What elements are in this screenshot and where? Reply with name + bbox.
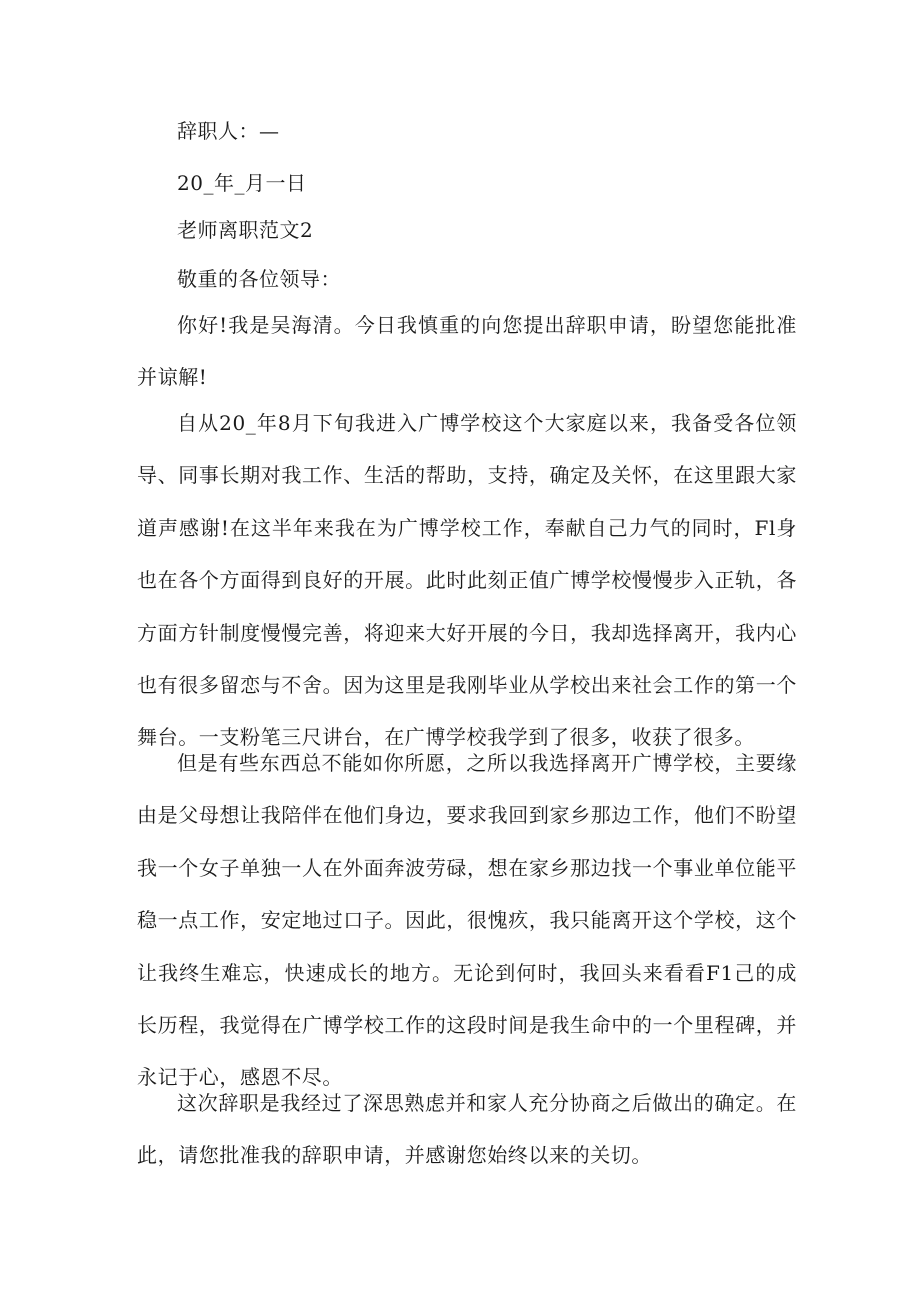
date-line: 20_年_月一日 (177, 171, 307, 195)
salutation: 敬重的各位领导： (177, 267, 341, 291)
paragraph-reason: 但是有些东西总不能如你所愿，之所以我选择离开广博学校，主要缘由是父母想让我陪伴在他们身边，要求我回到家乡那边工作，他们不盼望我一个女子单独一人在外面奔波劳碌，想在家乡那边找一个事业单位能平稳一点工作，安定地过口子。因此，很愧疚，我只能离开这个学校，这个让我终生难忘，快速成长的地方。无论到何时，我回头来看看F1己的成长历程，我觉得在广博学校工作的这段时间是我生命中的一个里程碑，并永记于心，感恩不尽。 (137, 751, 797, 1090)
paragraph-gratitude: 自从20_年8月下旬我进入广博学校这个大家庭以来，我备受各位领导、同事长期对我工作、生活的帮助，支持，确定及关怀，在这里跟大家道声感谢!在这半年来我在为广博学校工作，奉献自己力气的同时，Fl身也在各个方面得到良好的开展。此时此刻正值广博学校慢慢步入正轨，各方面方针制度慢慢完善，将迎来大好开展的今日，我却选择离开，我内心也有很多留恋与不舍。因为这里是我刚毕业从学校出来社会工作的第一个舞台。一支粉笔三尺讲台，在广博学校我学到了很多，收获了很多。 (137, 411, 797, 750)
signature-line: 辞职人：— (177, 119, 280, 143)
section-title: 老师离职范文2 (177, 218, 314, 242)
paragraph-greeting: 你好!我是吴海清。今日我慎重的向您提出辞职申请，盼望您能批准并谅解! (137, 313, 797, 390)
paragraph-closing: 这次辞职是我经过了深思熟虑并和家人充分协商之后做出的确定。在此，请您批准我的辞职申请，并感谢您始终以来的关切。 (137, 1091, 797, 1168)
